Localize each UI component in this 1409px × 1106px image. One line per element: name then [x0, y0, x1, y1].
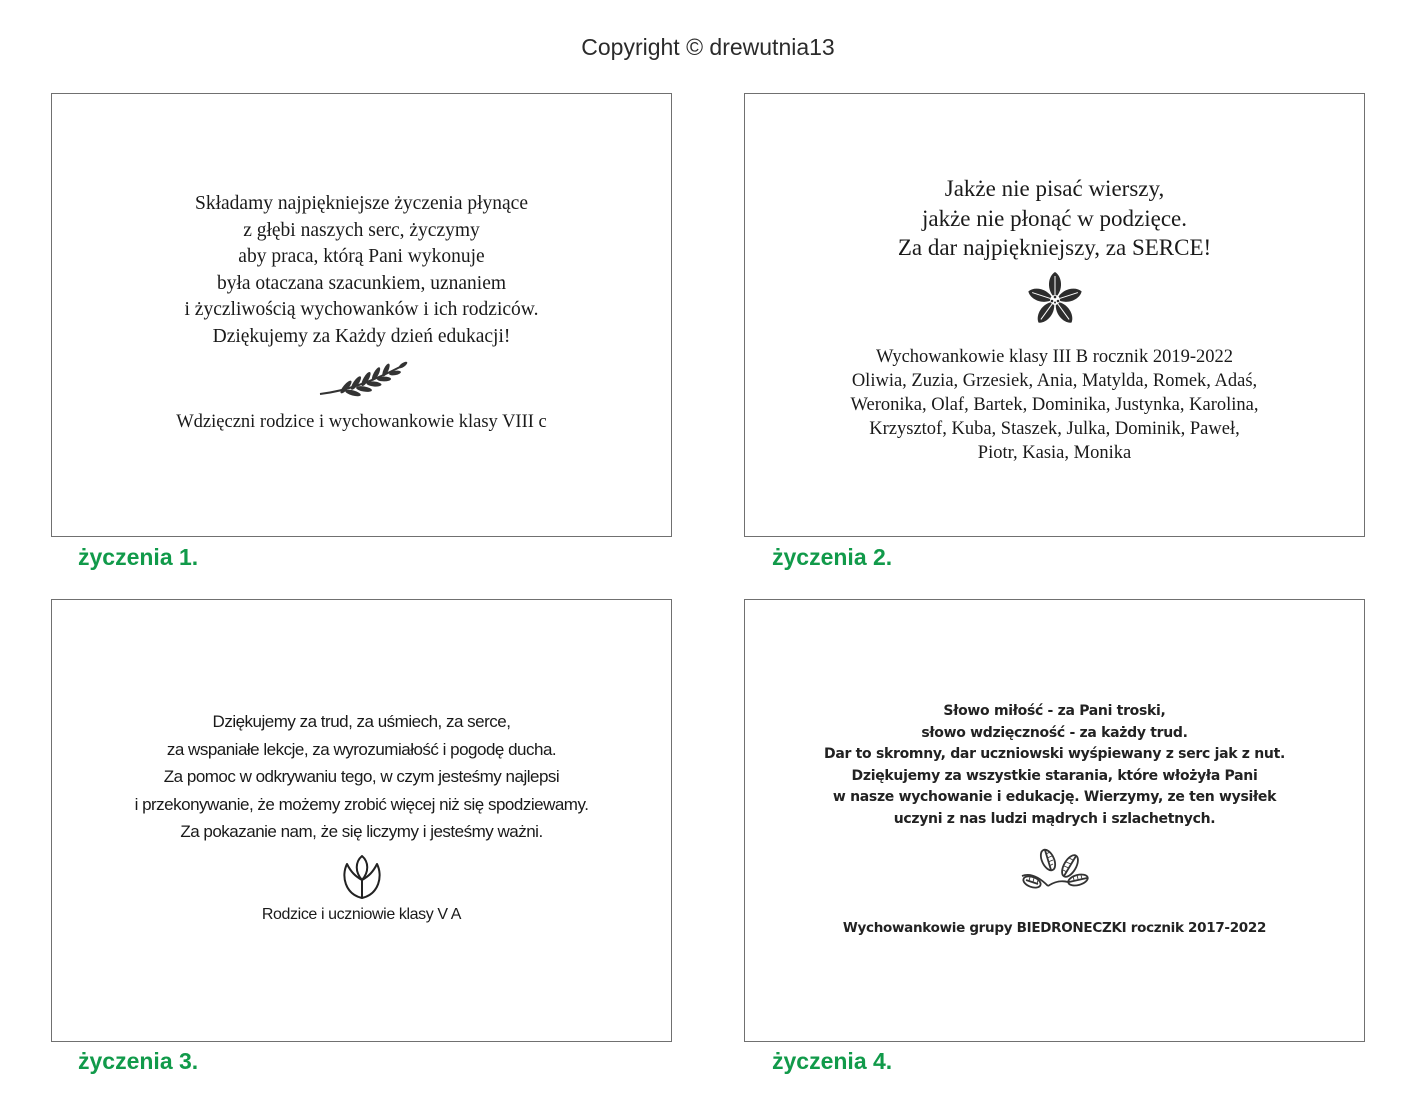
verse-line: Za dar najpiękniejszy, za SERCE!	[897, 235, 1212, 260]
names-line: Oliwia, Zuzia, Grzesiek, Ania, Matylda, Romek, Adaś,	[851, 370, 1258, 391]
message-line: Za pomoc w odkrywaniu tego, w czym jesteśmy najlepsi	[163, 767, 560, 786]
card-1	[51, 93, 672, 537]
message-line: Dar to skromny, dar uczniowski wyśpiewany z serc jak z nut.	[824, 746, 1285, 762]
copyright-notice: Copyright © drewutnia13	[581, 34, 835, 60]
names-line: Krzysztof, Kuba, Staszek, Julka, Dominik, Paweł,	[869, 418, 1240, 439]
names-line: Piotr, Kasia, Monika	[977, 442, 1132, 463]
message-line: aby praca, którą Pani wykonuje	[238, 246, 485, 267]
card-4	[744, 599, 1365, 1042]
message-line: uczyni z nas ludzi mądrych i szlachetnych.	[893, 810, 1216, 827]
message-line: i życzliwością wychowanków i ich rodziców.	[184, 299, 539, 320]
card-3	[51, 599, 672, 1042]
card-1-signature: Wdzięczni rodzice i wychowankowie klasy VIII c	[176, 412, 547, 432]
message-line: Za pokazanie nam, że się liczymy i jesteśmy ważni.	[180, 822, 543, 841]
message-line: Dziękujemy za wszystkie starania, które włożyła Pani	[851, 767, 1258, 784]
caption-2: życzenia 2.	[772, 544, 893, 570]
card-1-message	[52, 191, 671, 350]
card-2	[744, 93, 1365, 537]
card-3-message	[52, 708, 671, 846]
message-line: Dziękujemy za Każdy dzień edukacji!	[212, 325, 511, 347]
names-line: Weronika, Olaf, Bartek, Dominika, Justynka, Karolina,	[850, 394, 1259, 415]
message-line: za wspaniałe lekcje, za wyrozumiałość i pogodę ducha.	[166, 739, 557, 759]
message-line: była otaczana szacunkiem, uznaniem	[216, 272, 507, 294]
flower-icon	[1022, 270, 1088, 330]
tulip-icon	[337, 854, 387, 902]
message-line: z głębi naszych serc, życzymy	[243, 219, 480, 241]
message-line: Składamy najpiękniejsze życzenia płynące	[195, 193, 528, 214]
verse-line: Jakże nie pisać wierszy,	[944, 176, 1165, 201]
leaves-icon	[1018, 846, 1092, 900]
message-line: i przekonywanie, że możemy zrobić więcej niż się spodziewamy.	[134, 794, 589, 814]
leaf-branch-icon	[316, 360, 408, 404]
message-line: Dziękujemy za trud, za uśmiech, za serce,	[212, 712, 511, 731]
message-line: słowo wdzięczność - za każdy trud.	[921, 724, 1188, 741]
names-line: Wychowankowie klasy III B rocznik 2019-2022	[876, 346, 1233, 367]
card-2-verse	[745, 174, 1364, 263]
verse-line: jakże nie płonąć w podzięce.	[921, 205, 1187, 231]
message-line: Słowo miłość - za Pani troski,	[943, 703, 1166, 719]
caption-1: życzenia 1.	[78, 544, 199, 570]
card-4-signature: Wychowankowie grupy BIEDRONECZKI rocznik 2017-2022	[842, 920, 1267, 936]
card-4-message	[745, 701, 1364, 830]
message-line: w nasze wychowanie i edukację. Wierzymy, ze ten wysiłek	[832, 789, 1277, 805]
card-3-signature: Rodzice i uczniowie klasy V A	[261, 905, 462, 923]
card-2-names	[745, 345, 1364, 465]
caption-4: życzenia 4.	[772, 1048, 893, 1074]
caption-3: życzenia 3.	[78, 1048, 199, 1074]
